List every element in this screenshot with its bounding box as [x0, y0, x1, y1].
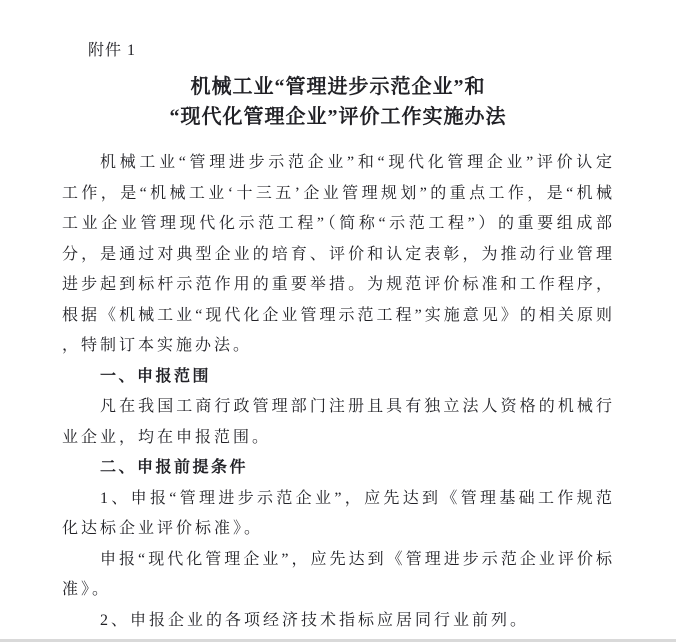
section-heading: 二、申报前提条件	[100, 459, 249, 476]
section-heading: 一、申报范围	[100, 367, 212, 385]
title-line-2: “现代化管理企业”评价工作实施办法	[169, 106, 507, 128]
document-body	[62, 148, 615, 636]
body-paragraph: 凡在我国工商行政管理部门注册且具有独立法人资格的机械行业企业，均在申报范围。	[62, 398, 615, 446]
title-line-1: 机械工业“管理进步示范企业”和	[190, 76, 486, 98]
document-title	[62, 72, 614, 132]
body-paragraph: 2、申报企业的各项经济技术指标应居同行业前列。	[100, 611, 530, 629]
body-paragraph: 申报“现代化管理企业”，应先达到《管理进步示范企业评价标准》。	[62, 550, 615, 598]
body-paragraph: 1、申报“管理进步示范企业”，应先达到《管理基础工作规范化达标企业评价标准》。	[62, 489, 615, 537]
attachment-label: 附件 1	[88, 42, 137, 59]
body-paragraph: 机械工业“管理进步示范企业”和“现代化管理企业”评价认定工作，是“机械工业‘十三五’企业管理规划”的重点工作，是“机械工业企业管理现代化示范工程”（简称“示范工程”）的重要组成部分，是通过对典型企业的培育、评价和认定表彰，为推动行业管理进步起到标杆示范作用的重要举措。为规范评价标准和工作程序，根据《机械工业“现代化企业管理示范工程”实施意见》的相关原则，特制订本实施办法。	[62, 154, 615, 354]
